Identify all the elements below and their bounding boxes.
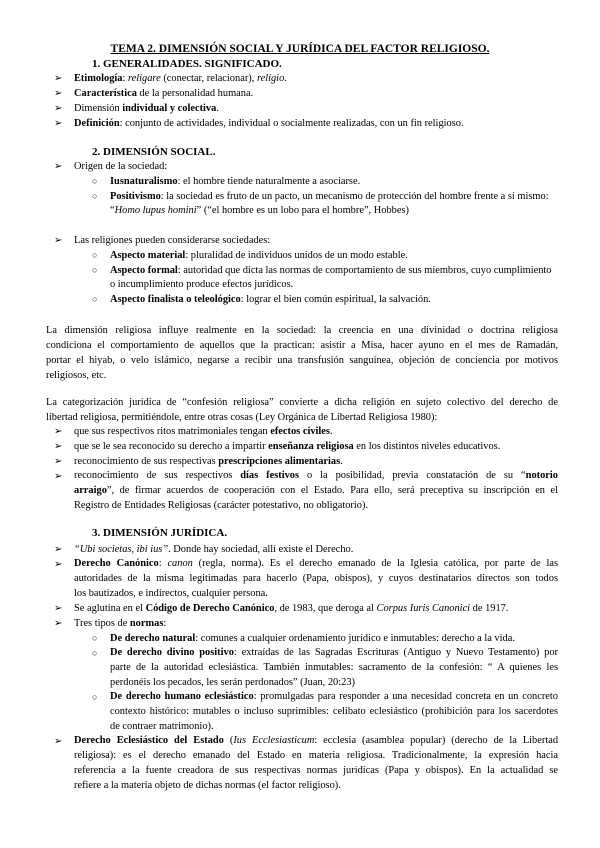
arrow-bullet-icon: ➢ [54,73,63,84]
circle-bullet-icon: ○ [92,250,98,260]
list-item: Dimensión individual y colectiva. [74,103,219,114]
arrow-bullet-icon: ➢ [54,544,63,555]
arrow-bullet-icon: ➢ [54,426,63,437]
arrow-bullet-icon: ➢ [54,235,63,246]
arrow-bullet-icon: ➢ [54,456,63,467]
circle-bullet-icon: ○ [92,294,98,304]
arrow-bullet-icon: ➢ [54,103,63,114]
circle-bullet-icon: ○ [92,692,98,702]
circle-bullet-icon: ○ [92,648,98,658]
sub-list-item: De derecho humano eclesiástico: promulgadas para responder a una necesidad concreta en un concreto contexto histórico: mutables o incluso suprimibles: celibato eclesiástico (prohibición para los sacerdotes de contraer matrimonio). [110,691,558,732]
sub-list-item: De derecho natural: comunes a cualquier ordenamiento jurídico e inmutables: derecho a la vida. [110,633,515,644]
document-title: TEMA 2. DIMENSIÓN SOCIAL Y JURÍDICA DEL FACTOR RELIGIOSO. [110,43,490,55]
arrow-bullet-icon: ➢ [54,88,63,99]
list-item: reconocimiento de sus respectivas prescripciones alimentarias. [74,456,343,467]
arrow-bullet-icon: ➢ [54,559,63,570]
sub-list-item: Iusnaturalismo: el hombre tiende naturalmente a asociarse. [110,176,361,187]
section-1-heading: 1. GENERALIDADES. SIGNIFICADO. [92,58,282,70]
section-2-heading: 2. DIMENSIÓN SOCIAL. [92,146,216,158]
paragraph-religious-influence: La dimensión religiosa influye realmente en la sociedad: la creencia en una divinidad o doctrina religiosa condiciona el comportamiento de aquellos que la practican: asistir a Misa, hacer ayuno en el mes de Ramadán, portar el hiyab, o velo islámico, negarse a recibir una transfusión sanguínea, objeción de conciencia por motivos religiosos, etc. [46,325,558,381]
arrow-bullet-icon: ➢ [54,603,63,614]
arrow-bullet-icon: ➢ [54,441,63,452]
list-item: Las religiones pueden considerarse sociedades: [74,235,271,246]
sub-list-item: Aspecto finalista o teleológico: lograr el bien común espiritual, la salvación. [110,294,431,305]
section-3-heading: 3. DIMENSIÓN JURÍDICA. [92,527,228,539]
list-item: Derecho Canónico: canon (regla, norma). Es el derecho emanado de la Iglesia católica, por parte de las autoridades de la misma legitimadas para hacerlo (Papa, obispos), y cuyos destinatarios directos son todos los bautizados, e indirectos, cualquier persona. [74,558,558,599]
circle-bullet-icon: ○ [92,633,98,643]
sub-list-item: De derecho divino positivo: extraídas de las Sagradas Escrituras (Antiguo y Nuevo Testamento) por parte de la autoridad eclesiástica. También inmutables: sacramento de la confesión: “ A quienes les perdonéis los pecados, les serán perdonados” (Juan, 20:23) [110,647,558,688]
list-item: Etimología: religare (conectar, relacionar), religio. [74,73,287,84]
list-item: que sus respectivos ritos matrimoniales tengan efectos civiles. [74,426,333,437]
arrow-bullet-icon: ➢ [54,118,63,129]
list-item: Se aglutina en el Código de Derecho Canónico, de 1983, que deroga al Corpus Iuris Canonici de 1917. [74,603,509,614]
list-item: “Ubi societas, ibi ius”. Donde hay sociedad, allí existe el Derecho. [74,544,354,555]
list-item: Origen de la sociedad: [74,161,168,172]
sub-list-item: Aspecto material: pluralidad de individuos unidos de un modo estable. [110,250,408,261]
list-item: que se le sea reconocido su derecho a impartir enseñanza religiosa en los distintos niveles educativos. [74,441,501,452]
circle-bullet-icon: ○ [92,265,98,275]
circle-bullet-icon: ○ [92,191,98,201]
arrow-bullet-icon: ➢ [54,618,63,629]
list-item: Definición: conjunto de actividades, individual o socialmente realizadas, con un fin religioso. [74,118,464,129]
sub-list-item: Positivismo: la sociedad es fruto de un pacto, un mecanismo de protección del hombre frente a sí mismo: [110,191,549,202]
paragraph-legal-categorization: La categorización jurídica de “confesión religiosa” convierte a dicha religión en sujeto colectivo del derecho de libertad religiosa, permitiéndole, entre otras cosas (Ley Orgánica de Libertad Religiosa 1980): [46,397,558,423]
list-item: Derecho Eclesiástico del Estado (Ius Ecclesiasticum: ecclesia (asamblea popular) (derecho de la Libertad religiosa): es el derecho emanado del Estado en materia religiosa. Tradicionalmente, la expresión hacia referencia a la fuente creadora de sus respectivas normas jurídicas (Papa y obispos). En la actualidad se refiere a la materia objeto de dichas normas (el factor religioso). [74,735,559,791]
list-item: Tres tipos de normas: [74,618,167,629]
sub-list-item: Aspecto formal: autoridad que dicta las normas de comportamiento de sus miembros, cuyo cumplimiento [110,265,552,276]
sub-list-item-continuation: o incumplimiento produce efectos jurídicos. [110,279,294,290]
arrow-bullet-icon: ➢ [54,161,63,172]
arrow-bullet-icon: ➢ [54,736,63,747]
list-item: Característica de la personalidad humana. [74,88,254,99]
list-item: reconocimiento de sus respectivos días festivos o la posibilidad, previa constatación de su “notorio arraigo”, de firmar acuerdos de cooperación con el Estado. Para ello, será preceptiva su inscripción en el Registro de Entidades Religiosas (carácter potestativo, no obligatorio). [74,470,558,511]
arrow-bullet-icon: ➢ [54,471,63,482]
sub-list-item-continuation: “Homo lupus homini” (“el hombre es un lobo para el hombre”, Hobbes) [110,205,409,216]
circle-bullet-icon: ○ [92,176,98,186]
